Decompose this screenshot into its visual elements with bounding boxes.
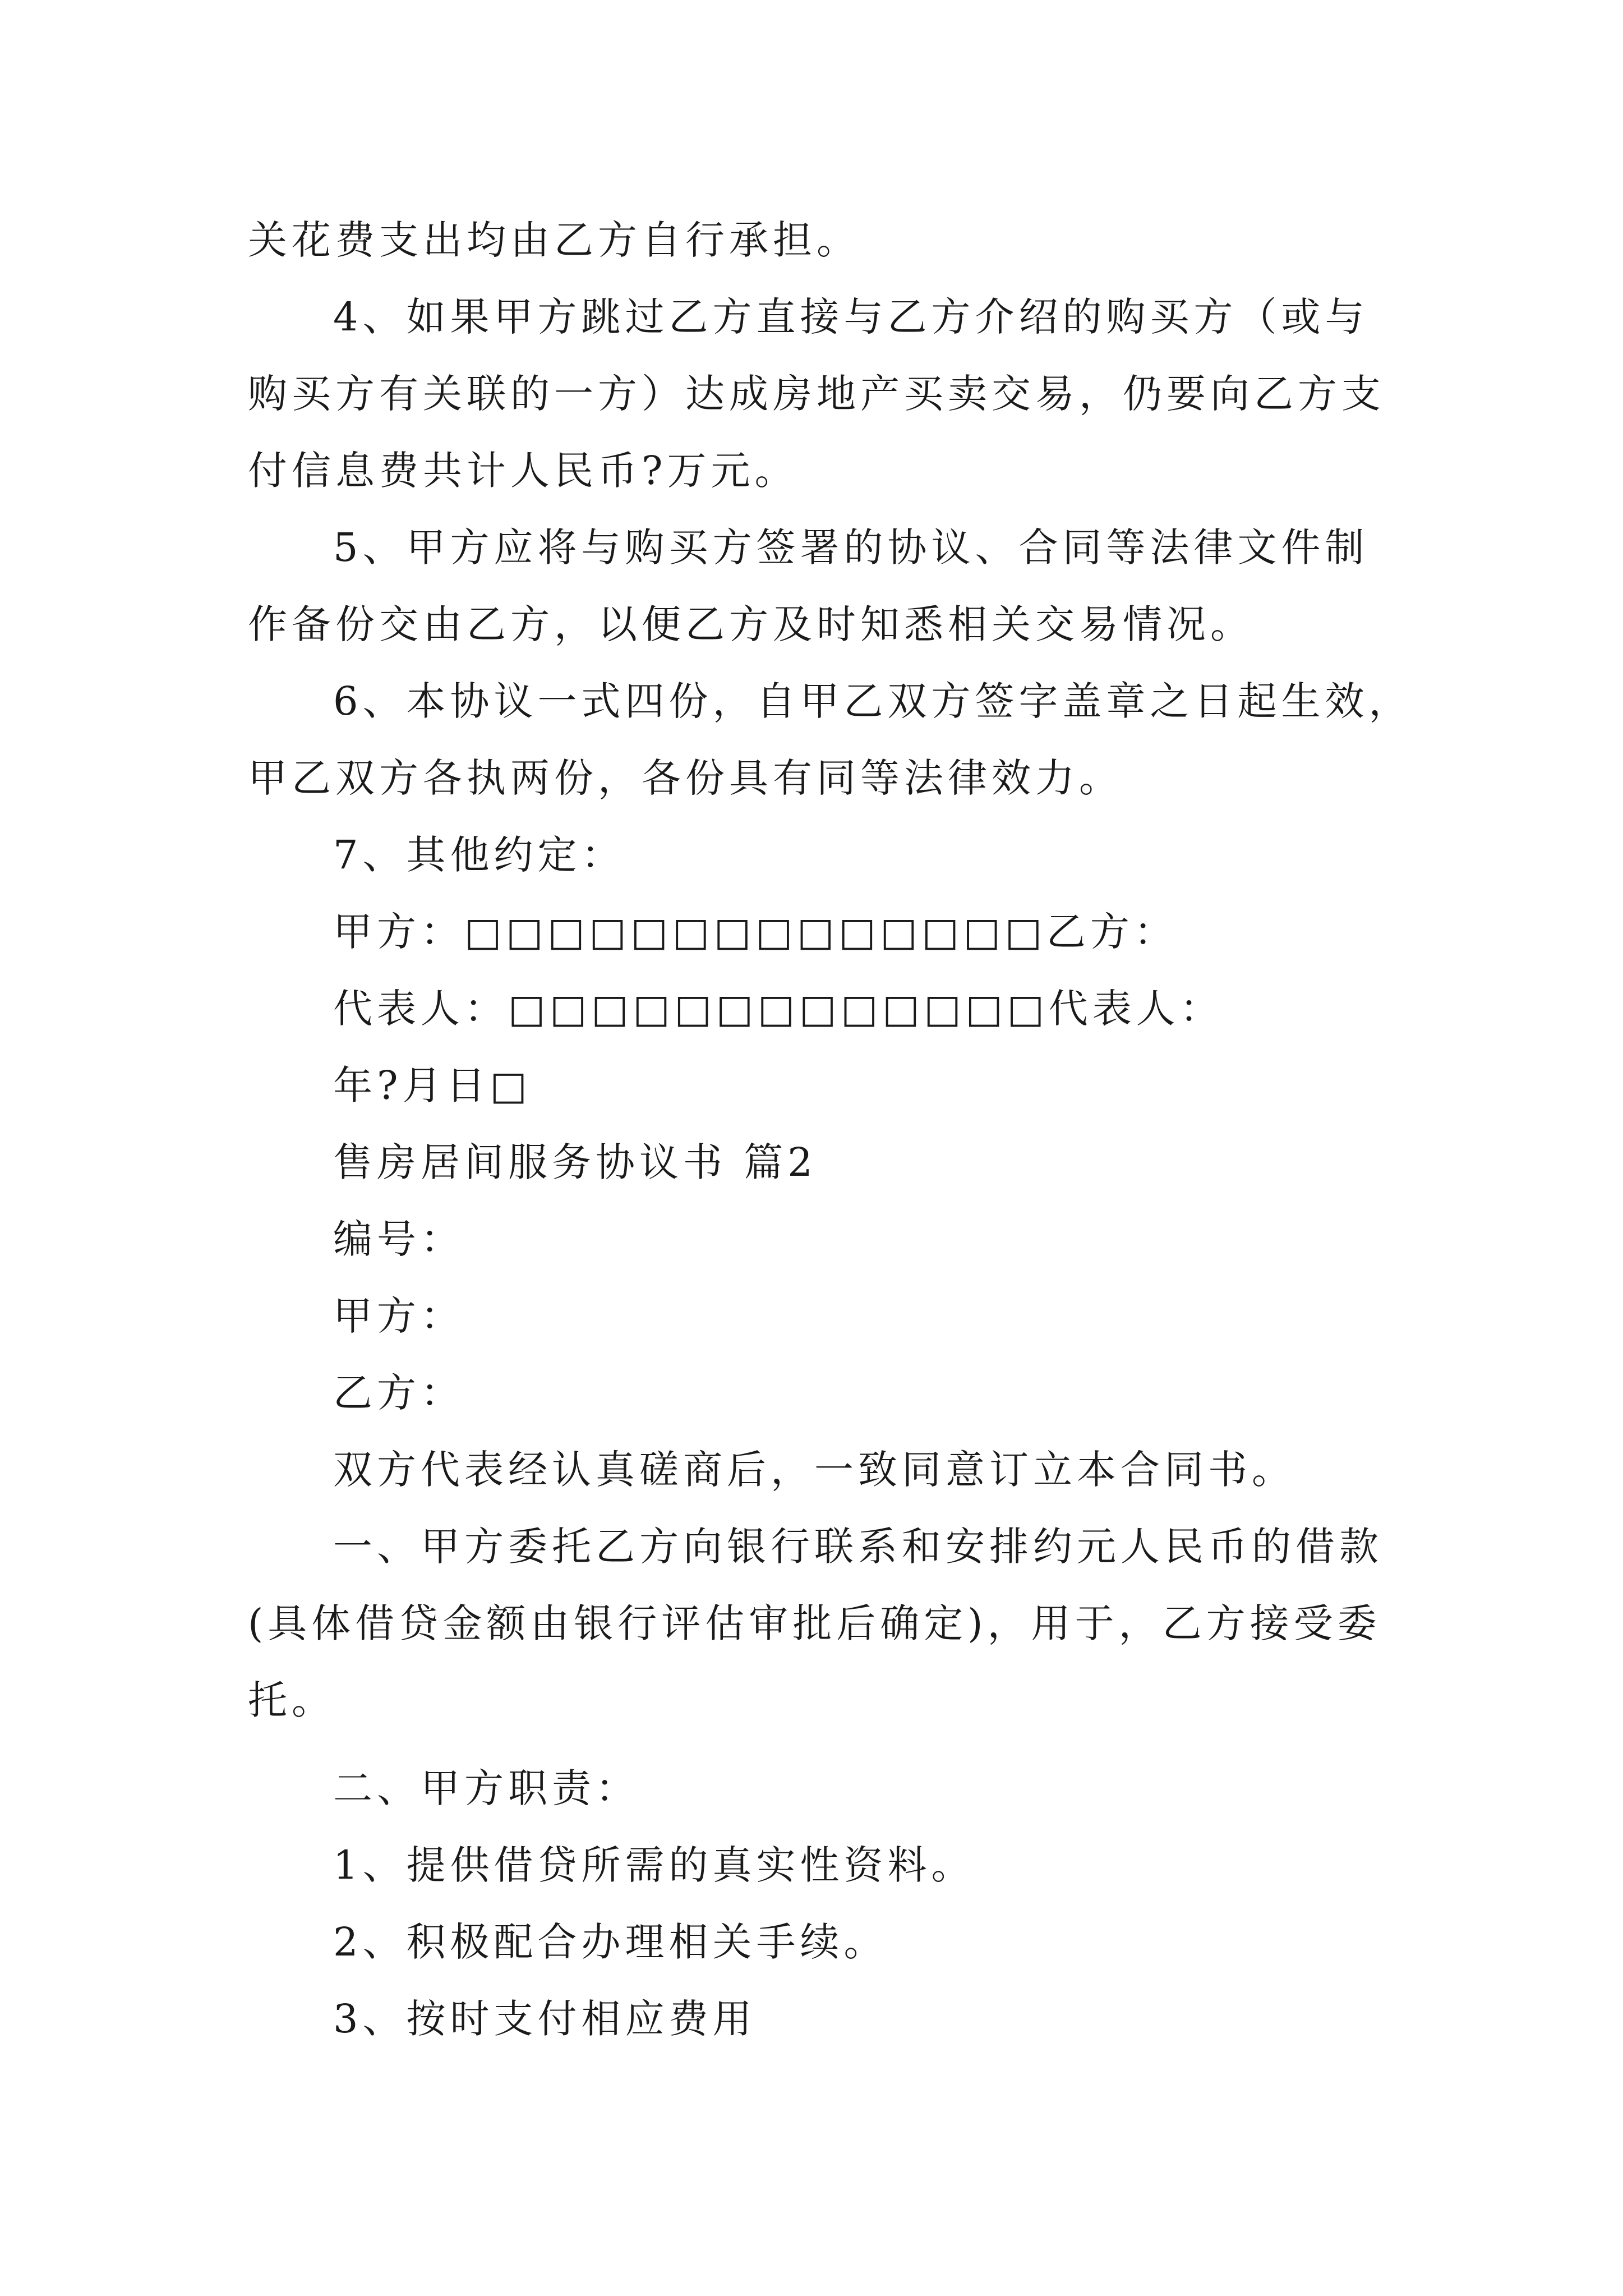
- text-line: 6、本协议一式四份，自甲乙双方签字盖章之日起生效，: [333, 678, 1413, 724]
- document-page: [248, 202, 1413, 2058]
- paragraph: [248, 970, 1386, 1047]
- paragraph: [248, 1355, 1386, 1432]
- text-line: 5、甲方应将与购买方签署的协议、合同等法律文件制: [333, 524, 1369, 570]
- text-line: 二、甲方职责：: [333, 1765, 639, 1811]
- text-line: 1、提供借贷所需的真实性资料。: [333, 1842, 975, 1888]
- text-line: 售房居间服务协议书 篇2: [333, 1139, 817, 1185]
- paragraph: [248, 1432, 1386, 1508]
- text-line: 一、甲方委托乙方向银行联系和安排约元人民币的借款: [333, 1524, 1383, 1570]
- text-line: 4、如果甲方跳过乙方直接与乙方介绍的购买方（或与: [333, 294, 1369, 340]
- text-line: 甲方：: [333, 1293, 464, 1339]
- paragraph: [248, 663, 1413, 817]
- paragraph: [248, 1827, 1386, 1904]
- text-line: 2、积极配合办理相关手续。: [333, 1919, 888, 1965]
- paragraph: [248, 1904, 1386, 1981]
- paragraph: [248, 202, 1386, 279]
- text-line: 双方代表经认真磋商后，一致同意订立本合同书。: [333, 1447, 1295, 1493]
- paragraph: [248, 894, 1386, 970]
- paragraph: [248, 509, 1386, 663]
- paragraph: [248, 279, 1386, 509]
- text-line: 3、按时支付相应费用: [333, 1996, 757, 2042]
- paragraph: [248, 1201, 1386, 1278]
- paragraph: [248, 1047, 1386, 1124]
- text-line: 编号：: [333, 1216, 464, 1262]
- paragraph: [248, 1981, 1386, 2058]
- paragraph: [248, 817, 1386, 894]
- text-line: 代表人：□□□□□□□□□□□□□代表人：: [333, 986, 1224, 1032]
- paragraph: [248, 1750, 1386, 1827]
- text-line: 年?月日□: [333, 1062, 532, 1108]
- text-line: 乙方：: [333, 1370, 464, 1416]
- text-line: 购买方有关联的一方）达成房地产买卖交易，仍要向乙方支: [248, 371, 1385, 417]
- text-line: 托。: [248, 1677, 335, 1723]
- text-line: 甲乙双方各执两份，各份具有同等法律效力。: [248, 755, 1123, 801]
- paragraph: [248, 1278, 1386, 1355]
- text-line: 关花费支出均由乙方自行承担。: [248, 217, 860, 263]
- text-line: 付信息费共计人民币?万元。: [248, 448, 799, 494]
- paragraph: [248, 1124, 1386, 1201]
- text-line: 甲方：□□□□□□□□□□□□□□乙方：: [333, 909, 1178, 955]
- text-line: 7、其他约定：: [333, 832, 625, 878]
- paragraph: [248, 1508, 1386, 1739]
- text-line: 作备份交由乙方，以便乙方及时知悉相关交易情况。: [248, 601, 1254, 647]
- text-line: (具体借贷金额由银行评估审批后确定)，用于，乙方接受委: [248, 1600, 1381, 1646]
